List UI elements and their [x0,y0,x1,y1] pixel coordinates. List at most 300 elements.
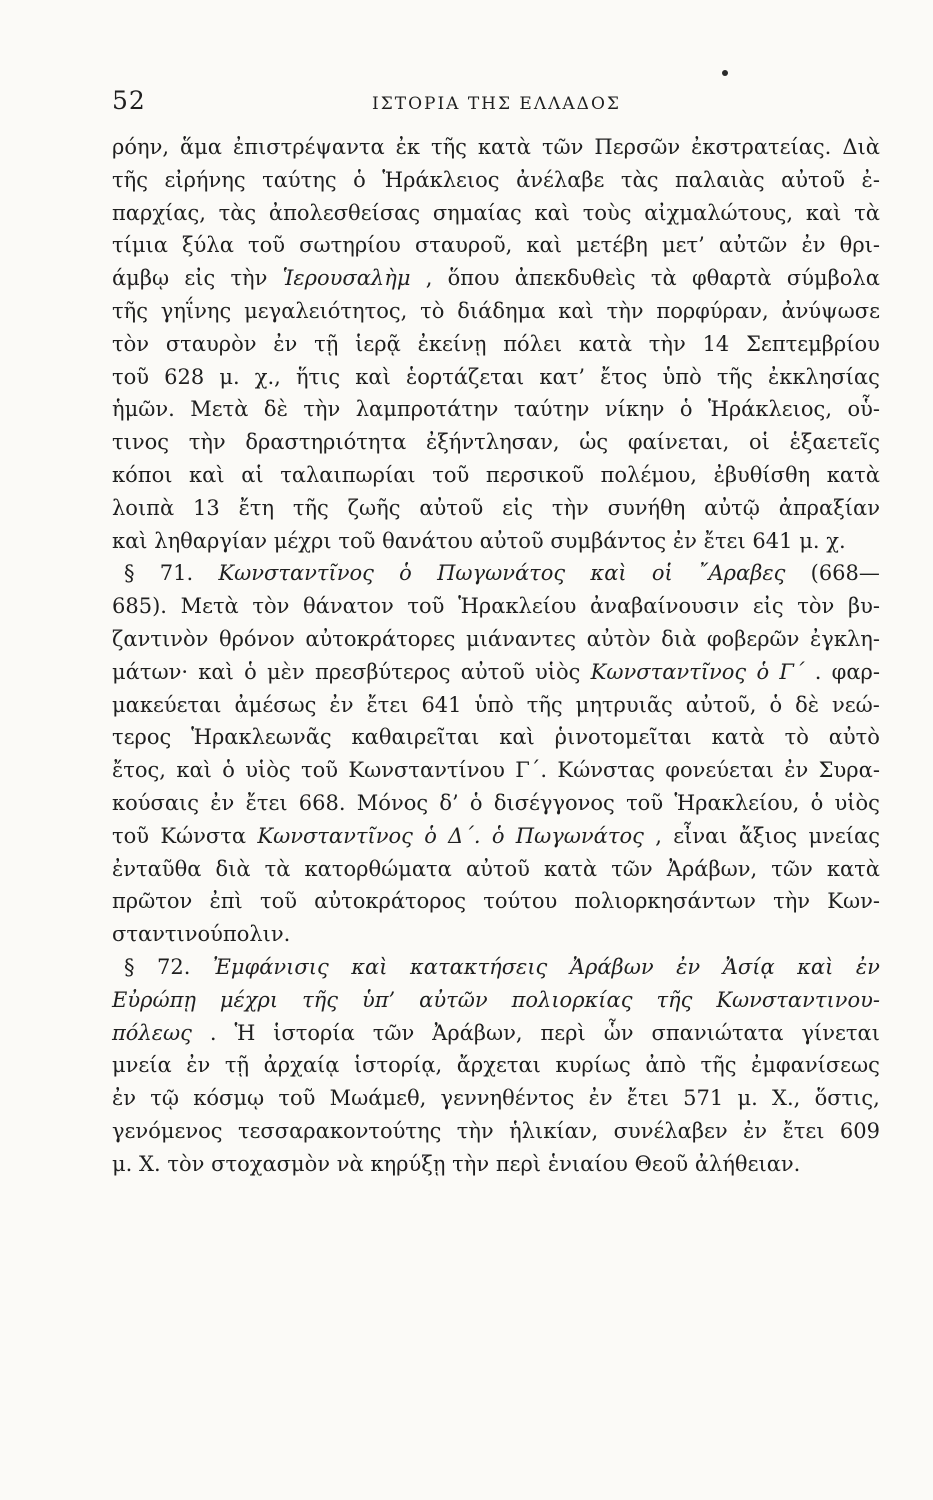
word: περὶ [540,1020,586,1045]
text-line [112,164,880,197]
word: άμβῳ [112,266,170,291]
word: ρόην, [112,135,170,159]
word: συνήθη [607,495,686,520]
word: μνείας [808,823,880,848]
word: Κωνσταντῖνος [218,561,374,586]
word: καθαιρεῖται [351,725,480,750]
word: καὶ [590,561,627,586]
word: τὴν [188,430,226,455]
word: μετέβη [576,233,648,258]
word: τοὺς [582,200,632,225]
word: ὁ [769,692,783,717]
word: 668. [298,790,346,815]
word: ταύτης [262,167,337,192]
word: μακεύεται [112,692,222,717]
word: κατὰ [544,856,598,881]
word: ἅμα [179,135,222,159]
word: τοῦ [248,233,286,258]
word: § [124,561,135,586]
word: ἀλήθειαν. [694,1151,801,1176]
word: πρεσβύτερος [314,659,451,684]
word: ἱερᾷ [355,331,401,356]
word: 72. [157,954,191,979]
word: τῆς [700,1053,737,1078]
page-header [112,86,872,126]
text-line [112,689,880,722]
word: . [814,659,822,684]
word: σταυροῦ, [414,233,513,258]
word: τοῦ [112,364,150,389]
body-text [112,131,880,1181]
word: ἀνύψωσε [781,298,880,323]
word: ὁ [469,790,483,815]
word: κατορθώματα [304,856,452,881]
text-line [112,820,880,853]
word: ἡλικίαν, [509,1118,599,1143]
word: ἡμῶν. [112,397,175,422]
word: ἐν [186,1053,211,1078]
word: περσικοῦ [485,462,585,487]
word: Κωνσταντῖνος [590,659,747,684]
word: Κων- [827,889,880,914]
word: υἱὸς [245,758,291,783]
word: ἥτις [295,364,341,389]
word: τοῦ [301,758,339,783]
word: γίνεται [801,1020,880,1045]
word: τὸν [167,1151,205,1176]
word: Εὐρώπῃ [112,987,196,1012]
word: πρῶτον [112,889,193,914]
word: ἀπεκδυθεὶς [514,266,636,291]
word: κατακτήσεις [410,954,548,979]
word: ἀνέλαβε [516,167,605,192]
word: Ἀράβων, [432,1020,523,1045]
page-number: 52 [112,86,146,115]
word: τῇ [224,1053,250,1078]
word: ἐν [329,692,354,717]
word: 13 [193,495,220,520]
word: σύμβολα [786,266,880,291]
word: καὶ [198,659,234,684]
word: καὶ [805,200,842,225]
word: κυρίως [555,1053,631,1078]
word: ἔτει [782,1118,825,1143]
word: φαίνεται, [627,430,730,455]
word: τὴν [551,495,589,520]
word: τοῦ [407,594,445,619]
word: κατὰ [477,135,531,159]
word: ἐκ [395,135,420,159]
word: ξύλα [182,233,234,258]
word: Δ΄. [448,823,481,848]
word: αὐτοκράτορες [305,626,456,651]
word: μετ’ [661,233,705,258]
text-line [112,361,880,394]
word: ὑπὸ [474,692,514,717]
word: μέχρι [273,528,332,553]
word: κατὰ [578,331,632,356]
text-line [112,754,880,787]
text-line [112,557,880,590]
word: δισέγγονος [493,790,615,815]
word: τὴν [230,266,268,291]
word: ἐ- [861,167,880,192]
word: ἐκστρατείας. [691,135,832,159]
word: σπανιώτατα [651,1020,784,1045]
word: Γ΄ [779,659,805,684]
word: αὐτοῦ [460,659,525,684]
word: τῶν [372,1020,415,1045]
word: καὶ [558,298,594,323]
word: σημαίας [432,200,522,225]
word: τοῦ [278,1086,316,1111]
word: αὐτοῦ, [685,692,757,717]
word: τῆς [292,495,329,520]
word: τὴν [456,1118,494,1143]
word: φθαρτὰ [691,266,772,291]
word: τοῦ [112,823,150,848]
word: ἐν [210,790,235,815]
word: τὴν [452,1151,490,1176]
word: ζωῆς [347,495,401,520]
word: τῶν [611,856,653,881]
word: τὰς [218,200,257,225]
word: τὴν [303,397,341,422]
word: ἄξιος [738,823,798,848]
word: κηρύξῃ [370,1151,446,1176]
word: 628 [164,364,205,389]
word: ἀναβαίνουσιν [590,594,740,619]
word: μὲν [267,659,305,684]
word: ὅστις, [814,1086,880,1111]
word: λαμπροτάτην [355,397,499,422]
text-line [112,656,880,689]
word: ὑπ’ [361,987,396,1012]
text-line [112,525,880,558]
word: σταυρὸν [165,331,257,356]
word: ἱστορία [273,1020,355,1045]
word: αὐτὸ [828,725,880,750]
word: ἐμφανίσεως [751,1053,880,1078]
word: αὐτοῦ [419,495,484,520]
word: ἔτη [238,495,275,520]
word: 14 [702,331,730,356]
word: εἰς [184,266,216,291]
word: τῶν [771,856,813,881]
word: τὴν [773,889,811,914]
text-line [112,393,880,426]
word: Κωνσταντῖνος [257,823,413,848]
word: καὶ [797,954,834,979]
word: εἰς [502,495,534,520]
word: 71. [159,561,194,586]
word: τῆς [112,167,148,192]
word: Σεπτεμβρίου [746,331,880,356]
word: τὴν [648,331,686,356]
word: Μετὰ [190,397,249,422]
text-line [112,131,880,164]
word: 641 [421,692,462,717]
word: ὑπὸ [662,364,702,389]
word: πόλει [503,331,563,356]
word: τῆς [656,987,693,1012]
word: ταύτην [513,397,590,422]
text-line [112,295,880,328]
word: ἀπὸ [645,1053,686,1078]
word: αἰχμαλώτους, [644,200,794,225]
word: ταλαιπωρίαι [280,462,416,487]
word: τὰ [854,200,880,225]
word: ὁ [244,659,257,684]
word: τοῦ [259,889,297,914]
word: αὐτῷ [704,495,760,520]
word: ἔτει [245,790,288,815]
word: 571 [683,1086,724,1111]
text-line [112,590,880,623]
word: ἐγκλη- [810,626,880,651]
word: ὁ [756,659,770,684]
word: ἔτει [366,692,409,717]
text-line [112,328,880,361]
word: μέχρι [219,987,279,1012]
text-line [112,262,880,295]
word: Ἡρακλείου, [674,790,800,815]
word: νεώ- [831,692,880,717]
text-line [112,229,880,262]
word: § [124,954,135,979]
word: φοβερῶν [706,626,800,651]
word: (668— [810,561,880,586]
word: Κώνστα [160,823,247,848]
word: ῎Αραβες [698,561,786,586]
word: ὁ [810,790,824,815]
word: λοιπὰ [112,495,175,520]
word: γηΐνης [160,298,232,323]
word: τοῦ [626,790,664,815]
word: ἐπιστρέψαντα [232,135,385,159]
word: καὶ [526,233,562,258]
word: ὧν [603,1020,634,1045]
word: καὶ [176,758,212,783]
word: ἀρχαίᾳ [263,1053,340,1078]
word: πολιορκίας [511,987,633,1012]
word: ἄρχεται [456,1053,541,1078]
word: τὰ [264,856,291,881]
word: Ἀράβων [569,954,654,979]
word: οἱ [749,430,770,455]
running-title: ΙΣΤΟΡΙΑ ΤΗΣ ΕΛΛΑΔΟΣ [372,94,621,114]
word: μητρυιᾶς [575,692,673,717]
word: 609 [839,1118,880,1143]
word: ἱστορίᾳ, [353,1053,443,1078]
word: ὁ [679,397,693,422]
word: στοχασμὸν [211,1151,331,1176]
word: μ. [112,1151,133,1176]
word: αἱ [241,462,264,487]
word: κατὰ [826,856,880,881]
word: , [655,823,662,848]
word: καὶ [355,364,391,389]
word: αὐτοῦ [781,167,846,192]
word: Συρα- [818,758,880,783]
word: βυ- [847,594,880,619]
word: ἑνιαίου [547,1151,628,1176]
word: ὡς [579,430,609,455]
word: τοῦ [432,462,470,487]
word: διάδημα [457,298,546,323]
word: καὶ [189,462,225,487]
text-line [112,721,880,754]
word: μεγαλειότητος, [244,298,408,323]
word: 685). [112,594,167,619]
word: εἰς [752,594,784,619]
word: αὐτῶν [718,233,788,258]
word: μ. [799,528,820,553]
word: Μετὰ [180,594,239,619]
text-line [112,197,880,230]
word: ἔτος [600,364,648,389]
word: καὶ [351,954,388,979]
word: Ἐμφάνισις [212,954,329,979]
text-line [112,426,880,459]
word: τὸν [112,331,150,356]
word: ἐν [801,233,826,258]
word: παρχίας, [112,200,206,225]
word: θρι- [839,233,880,258]
word: γεννηθέντος [440,1086,575,1111]
word: ὁ [222,758,235,783]
word: τὸ [784,725,809,750]
word: πολέμου, [600,462,697,487]
word: αὐτοῦ [465,856,530,881]
word: 641 [752,528,793,553]
word: κούσαις [112,790,200,815]
word: Χ., [772,1086,801,1111]
text-line [112,1148,880,1181]
word: αὐτῶν [419,987,488,1012]
word: τοῦ [338,528,376,553]
text-line [112,853,880,886]
word: Πωγωνάτος [515,823,644,848]
text-line [112,1115,880,1148]
text-line [112,951,880,984]
word: τὴν [606,298,644,323]
word: καὶ [534,200,570,225]
word: χ. [826,528,846,553]
word: κόσμῳ [193,1086,265,1111]
word: τὸν [252,594,290,619]
word: ὁ [353,167,366,192]
word: σταντινούπολιν. [112,922,291,947]
word: πορφύραν, [656,298,769,323]
word: τῆς [302,987,339,1012]
text-line [112,918,880,951]
word: τῆς [716,364,753,389]
word: ῥινοτομεῖται [554,725,692,750]
text-line [112,787,880,820]
word: αὐτοῦ [479,528,544,553]
word: Κωνσταντίνου [348,758,505,783]
word: διὰ [215,856,251,881]
text-line [112,1049,880,1082]
word: Ἡ [234,1020,256,1045]
word: τερος [112,725,172,750]
word: Πωγωνάτος [437,561,566,586]
word: θανάτου [382,528,473,553]
word: ἐνταῦθα [112,856,202,881]
text-line [112,459,880,492]
word: Ἱερουσαλὴμ [282,266,411,291]
word: συνέλαβεν [613,1118,728,1143]
word: χ., [254,364,281,389]
word: ἐν [112,1086,137,1111]
word: Ἀράβων, [666,856,758,881]
word: ὁ [424,823,437,848]
text-line [112,623,880,656]
word: ὅπου [447,266,500,291]
word: ἐν [855,954,880,979]
word: ὁ [399,561,412,586]
word: συμβάντος [550,528,667,553]
word: Διὰ [842,135,880,159]
word: οὗ- [847,397,880,422]
word: υἱὸς [834,790,880,815]
word: ἀπραξίαν [778,495,880,520]
word: ληθαργίαν [154,528,268,553]
word: , [425,266,433,291]
word: Ἡρακλεωνᾶς [191,725,332,750]
word: ἐν [588,1086,613,1111]
word: θάνατον [303,594,394,619]
word: ἔτει [703,528,746,553]
word: ἐκκλησίας [767,364,880,389]
text-line [112,1082,880,1115]
word: παλαιὰς [674,167,765,192]
word: σωτηρίου [299,233,401,258]
word: τεσσαρακοντούτης [237,1118,442,1143]
word: τὸν [797,594,835,619]
word: ἔτος, [112,758,166,783]
word: περὶ [495,1151,542,1176]
word: κόποι [112,462,173,487]
word: ἀπολεσθείσας [268,200,421,225]
word: ἐκείνῃ [417,331,487,356]
word: θρόνον [218,626,295,651]
word: Κώνστας [557,758,655,783]
word: τῇ [314,331,339,356]
word: Κωνσταντινου- [716,987,880,1012]
word: τὰς [620,167,659,192]
word: πόλεως [112,1020,192,1045]
word: μ. [219,364,240,389]
word: Μόνος [356,790,429,815]
word: φαρ- [831,659,880,684]
word: κατ’ [539,364,586,389]
word: μ. [737,1086,758,1111]
ink-dot [722,70,728,76]
word: ἔτει [626,1086,669,1111]
word: τῆς [112,298,148,323]
word: τῆς [526,692,563,717]
word: δραστηριότητα [245,430,407,455]
word: δ’ [439,790,459,815]
word: διὰ [661,626,697,651]
word: τῆς [430,135,467,159]
word: εἰρήνης [164,167,246,192]
word: Περσῶν [594,135,681,159]
word: κατὰ [711,725,765,750]
word: γενόμενος [112,1118,223,1143]
